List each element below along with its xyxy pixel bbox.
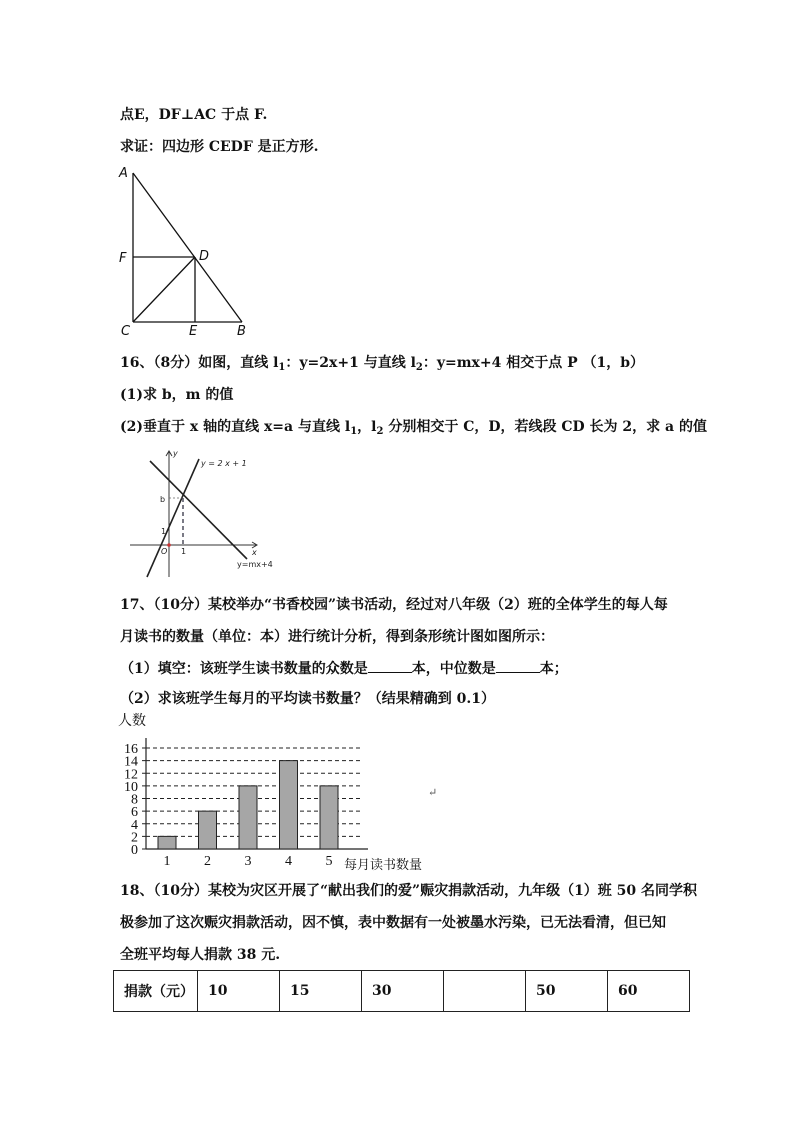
donation-table — [113, 970, 690, 1012]
origin-label: O — [161, 547, 168, 556]
y-tick-label: 6 — [131, 805, 138, 821]
table-cell: 30 — [362, 971, 444, 1012]
q16-part-2-text: (2)垂直于 x 轴的直线 x=a 与直线 l — [120, 419, 351, 435]
line-l2 — [150, 461, 247, 559]
q16-heading-part: ：y=2x+1 与直线 l — [285, 355, 416, 371]
q17-part-2: （2）求该班学生每月的平均读书数量？（结果精确到 0.1） — [120, 691, 495, 707]
bar-1 — [158, 836, 176, 849]
label-b: B — [237, 324, 246, 339]
q16-part-1: (1)求 b，m 的值 — [120, 387, 234, 403]
intro-line-1: 点E，DF⊥AC 于点 F. — [120, 107, 268, 123]
q16-part-2-sub-2: 2 — [376, 426, 384, 437]
line-l1 — [147, 459, 199, 577]
y-tick-label: 12 — [124, 767, 138, 783]
q16-part-2 — [120, 416, 707, 437]
q17-part-1-text: 本，中位数是 — [411, 661, 496, 677]
q17-part-1-text: （1）填空：该班学生读书数量的众数是 — [120, 661, 368, 677]
x-axis-label: x — [252, 548, 257, 557]
q16-part-2-sub-1: 1 — [350, 426, 358, 437]
y-tick-label: 14 — [124, 754, 138, 770]
return-mark: ↵ — [428, 786, 438, 799]
label-d: D — [199, 249, 210, 264]
y-tick-b: b — [160, 495, 166, 504]
table-cell: 10 — [198, 971, 280, 1012]
x-tick-label: 1 — [163, 854, 171, 869]
q16-heading-part: 16、（8分）如图，直线 l — [120, 355, 279, 371]
q16-part-2-text: ，l — [357, 419, 377, 435]
table-cell: 15 — [280, 971, 362, 1012]
table-cell-stained — [444, 971, 526, 1012]
answer-blank-median — [496, 660, 540, 673]
bar-5 — [320, 786, 338, 849]
intro-line-2: 求证：四边形 CEDF 是正方形. — [120, 139, 319, 155]
segment-cd — [133, 257, 195, 322]
y-tick-label: 2 — [131, 830, 138, 846]
table-header-cell: 捐款（元） — [114, 971, 198, 1012]
reading-bar-chart — [112, 710, 432, 875]
bar-4 — [280, 761, 298, 849]
q16-subscript-1: 1 — [278, 362, 286, 373]
q16-subscript-2: 2 — [415, 362, 423, 373]
side-ab — [133, 173, 242, 322]
q16-heading-part: ：y=mx+4 相交于点 P （1，b） — [422, 355, 645, 371]
q16-part-2-text: 分别相交于 C，D，若线段 CD 长为 2，求 a 的值 — [383, 419, 707, 435]
bar-2 — [199, 811, 217, 849]
bar-3 — [239, 786, 257, 849]
chart-xlabel: 每月读书数量 — [344, 858, 423, 873]
y-tick-1: 1 — [161, 527, 167, 536]
q16-heading — [120, 352, 644, 373]
x-tick-label: 3 — [244, 854, 252, 869]
x-tick-label: 2 — [204, 854, 211, 869]
x-tick-1: 1 — [181, 547, 187, 556]
x-tick-label: 5 — [325, 854, 333, 869]
q18-line-2: 极参加了这次赈灾捐款活动，因不慎，表中数据有一处被墨水污染，已无法看清，但已知 — [120, 915, 666, 931]
y-axis-label: y — [173, 449, 178, 458]
table-cell: 60 — [608, 971, 690, 1012]
origin-dot — [167, 543, 171, 547]
y-tick-label: 4 — [131, 817, 138, 833]
y-tick-label: 8 — [131, 792, 138, 808]
table-row — [114, 971, 690, 1012]
y-tick-label: 10 — [124, 779, 138, 795]
table-cell: 50 — [526, 971, 608, 1012]
l2-equation-label: y=mx+4 — [237, 560, 273, 569]
chart-ylabel: 人数 — [118, 713, 146, 729]
l1-equation-label: y = 2 x + 1 — [201, 459, 247, 468]
triangle-figure — [110, 165, 260, 340]
label-c: C — [121, 324, 131, 339]
q17-line-2: 月读书的数量（单位：本）进行统计分析，得到条形统计图如图所示： — [120, 629, 554, 645]
label-f: F — [119, 251, 127, 266]
label-e: E — [189, 324, 198, 339]
answer-blank-mode — [368, 660, 412, 673]
linear-functions-graph — [125, 447, 285, 582]
label-a: A — [119, 166, 128, 181]
q18-line-3: 全班平均每人捐款 38 元. — [120, 947, 281, 963]
q17-part-1-text: 本； — [539, 661, 568, 677]
q17-part-1 — [120, 658, 568, 678]
q18-line-1: 18、（10分）某校为灾区开展了“献出我们的爱”赈灾捐款活动，九年级（1）班 50 名同学积 — [120, 883, 698, 899]
y-tick-label: 0 — [131, 843, 138, 858]
y-tick-label: 16 — [124, 742, 138, 757]
x-tick-label: 4 — [285, 854, 292, 869]
q17-line-1: 17、（10分）某校举办“书香校园”读书活动，经过对八年级（2）班的全体学生的每人每 — [120, 597, 668, 613]
